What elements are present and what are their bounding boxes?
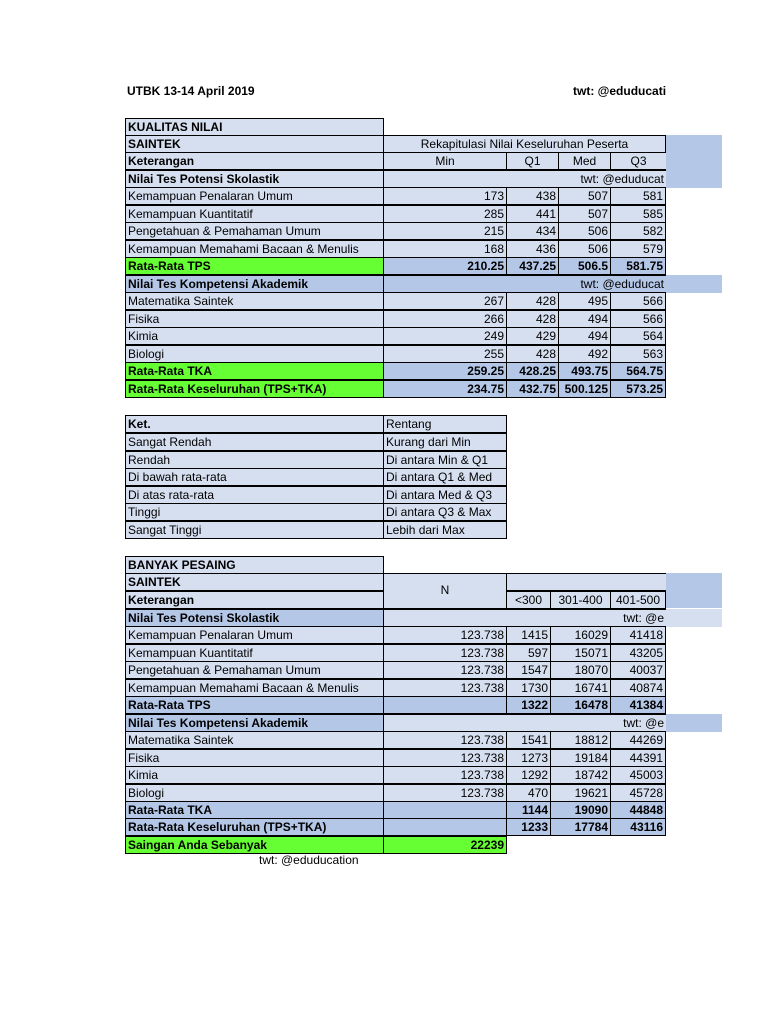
pesaing-keterangan: Keterangan [125, 591, 384, 609]
row-lt300: 1541 [506, 731, 551, 749]
row-label: Kemampuan Penalaran Umum [125, 187, 384, 205]
col-301-400-header: 301-400 [550, 591, 611, 609]
row-label: Fisika [125, 310, 384, 328]
row-min: 173 [383, 187, 507, 205]
p-tps-avg-c: 41384 [610, 696, 666, 714]
legend-rentang: Kurang dari Min [383, 433, 507, 451]
legend-ket: Tinggi [125, 503, 384, 521]
kualitas-group: SAINTEK [125, 135, 384, 153]
row-lt300: 470 [506, 784, 551, 802]
row-401-500: 44269 [610, 731, 666, 749]
p-tka-section-fill [666, 714, 722, 732]
row-401-500: 43205 [610, 644, 666, 662]
row-q3: 582 [610, 222, 666, 240]
row-301-400: 18812 [550, 731, 611, 749]
legend-ket: Di atas rata-rata [125, 486, 384, 504]
row-n: 123.738 [383, 731, 507, 749]
saingan-value: 22239 [383, 836, 507, 854]
p-tps-section-twt: twt: @e [383, 609, 666, 627]
tps-avg-med: 506.5 [558, 257, 611, 275]
col-q3-header: Q3 [610, 152, 666, 170]
tka-avg-min: 259.25 [383, 362, 507, 380]
pesaing-header-fill [666, 573, 722, 608]
row-q1: 441 [506, 205, 559, 223]
p-tps-avg-b: 16478 [550, 696, 611, 714]
row-lt300: 1273 [506, 749, 551, 767]
p-tps-avg-a: 1322 [506, 696, 551, 714]
kualitas-title: KUALITAS NILAI [125, 118, 384, 136]
legend-head-ket: Ket. [125, 415, 384, 433]
row-med: 494 [558, 327, 611, 345]
pesaing-title: BANYAK PESAING [125, 556, 384, 574]
footer-twitter: twt: @eduducation [259, 853, 359, 867]
row-min: 215 [383, 222, 507, 240]
col-q1-header: Q1 [506, 152, 559, 170]
row-lt300: 597 [506, 644, 551, 662]
p-all-avg-c: 43116 [610, 818, 666, 836]
p-tka-section-label: Nilai Tes Kompetensi Akademik [125, 714, 384, 732]
p-tka-section-twt: twt: @e [383, 714, 666, 732]
p-tps-section-label: Nilai Tes Potensi Skolastik [125, 609, 384, 627]
row-label: Kimia [125, 766, 384, 784]
row-q3: 579 [610, 240, 666, 258]
legend-ket: Sangat Tinggi [125, 521, 384, 539]
tka-avg-med: 493.75 [558, 362, 611, 380]
row-label: Kemampuan Penalaran Umum [125, 626, 384, 644]
keterangan-label: Keterangan [125, 152, 384, 170]
row-n: 123.738 [383, 644, 507, 662]
row-401-500: 41418 [610, 626, 666, 644]
row-label: Fisika [125, 749, 384, 767]
tka-avg-q3: 564.75 [610, 362, 666, 380]
tps-section-twt: twt: @eduducat [383, 170, 666, 188]
row-label: Kemampuan Kuantitatif [125, 205, 384, 223]
row-q1: 434 [506, 222, 559, 240]
row-q3: 585 [610, 205, 666, 223]
row-q1: 438 [506, 187, 559, 205]
p-all-avg-label: Rata-Rata Keseluruhan (TPS+TKA) [125, 818, 384, 836]
row-401-500: 45003 [610, 766, 666, 784]
row-label: Kemampuan Kuantitatif [125, 644, 384, 662]
tps-avg-q1: 437.25 [506, 257, 559, 275]
row-n: 123.738 [383, 661, 507, 679]
row-q3: 566 [610, 292, 666, 310]
row-med: 507 [558, 205, 611, 223]
row-label: Kemampuan Memahami Bacaan & Menulis [125, 679, 384, 697]
p-tps-avg-label: Rata-Rata TPS [125, 696, 384, 714]
row-med: 507 [558, 187, 611, 205]
tka-section-twt: twt: @eduducat [383, 275, 666, 293]
row-min: 267 [383, 292, 507, 310]
col-med-header: Med [558, 152, 611, 170]
legend-ket: Sangat Rendah [125, 433, 384, 451]
row-min: 168 [383, 240, 507, 258]
row-q1: 428 [506, 310, 559, 328]
p-all-avg-n [383, 818, 507, 836]
row-n: 123.738 [383, 626, 507, 644]
p-all-avg-b: 17784 [550, 818, 611, 836]
row-lt300: 1730 [506, 679, 551, 697]
p-tka-avg-c: 44848 [610, 801, 666, 819]
row-401-500: 45728 [610, 784, 666, 802]
legend-ket: Rendah [125, 451, 384, 469]
all-avg-min: 234.75 [383, 380, 507, 398]
row-301-400: 18070 [550, 661, 611, 679]
rekap-header: Rekapitulasi Nilai Keseluruhan Peserta [383, 135, 666, 153]
p-tka-avg-n [383, 801, 507, 819]
row-q3: 564 [610, 327, 666, 345]
row-301-400: 16029 [550, 626, 611, 644]
row-min: 285 [383, 205, 507, 223]
page-title: UTBK 13-14 April 2019 [127, 84, 255, 98]
row-301-400: 15071 [550, 644, 611, 662]
row-401-500: 40037 [610, 661, 666, 679]
saingan-label: Saingan Anda Sebanyak [125, 836, 384, 854]
row-q1: 428 [506, 345, 559, 363]
row-301-400: 18742 [550, 766, 611, 784]
tka-avg-q1: 428.25 [506, 362, 559, 380]
row-label: Kimia [125, 327, 384, 345]
row-401-500: 40874 [610, 679, 666, 697]
row-q1: 428 [506, 292, 559, 310]
tps-avg-label: Rata-Rata TPS [125, 257, 384, 275]
p-tka-avg-a: 1144 [506, 801, 551, 819]
tps-avg-q3: 581.75 [610, 257, 666, 275]
row-min: 249 [383, 327, 507, 345]
legend-rentang: Di antara Q1 & Med [383, 468, 507, 486]
tps-section-label: Nilai Tes Potensi Skolastik [125, 170, 384, 188]
row-lt300: 1547 [506, 661, 551, 679]
row-label: Pengetahuan & Pemahaman Umum [125, 661, 384, 679]
row-med: 506 [558, 240, 611, 258]
all-avg-med: 500.125 [558, 380, 611, 398]
all-avg-q1: 432.75 [506, 380, 559, 398]
row-q3: 581 [610, 187, 666, 205]
range-header [506, 573, 666, 591]
row-med: 495 [558, 292, 611, 310]
row-lt300: 1292 [506, 766, 551, 784]
row-med: 492 [558, 345, 611, 363]
p-tps-section-fill [666, 609, 722, 627]
row-q1: 429 [506, 327, 559, 345]
p-tps-avg-n [383, 696, 507, 714]
row-label: Pengetahuan & Pemahaman Umum [125, 222, 384, 240]
legend-head-rentang: Rentang [383, 415, 507, 433]
row-min: 255 [383, 345, 507, 363]
row-301-400: 16741 [550, 679, 611, 697]
legend-rentang: Lebih dari Max [383, 521, 507, 539]
all-avg-q3: 573.25 [610, 380, 666, 398]
row-n: 123.738 [383, 784, 507, 802]
twitter-handle: twt: @eduducati [573, 84, 666, 98]
row-n: 123.738 [383, 679, 507, 697]
pesaing-group: SAINTEK [125, 573, 384, 591]
col-min-header: Min [383, 152, 507, 170]
tps-avg-min: 210.25 [383, 257, 507, 275]
all-avg-label: Rata-Rata Keseluruhan (TPS+TKA) [125, 380, 384, 398]
p-tka-avg-label: Rata-Rata TKA [125, 801, 384, 819]
row-label: Biologi [125, 345, 384, 363]
row-label: Kemampuan Memahami Bacaan & Menulis [125, 240, 384, 258]
tka-section-fill [666, 275, 722, 293]
row-q3: 566 [610, 310, 666, 328]
legend-rentang: Di antara Q3 & Max [383, 503, 507, 521]
row-401-500: 44391 [610, 749, 666, 767]
row-med: 494 [558, 310, 611, 328]
row-min: 266 [383, 310, 507, 328]
row-label: Biologi [125, 784, 384, 802]
row-label: Matematika Saintek [125, 731, 384, 749]
row-med: 506 [558, 222, 611, 240]
row-n: 123.738 [383, 766, 507, 784]
tka-section-label: Nilai Tes Kompetensi Akademik [125, 275, 384, 293]
row-301-400: 19621 [550, 784, 611, 802]
row-301-400: 19184 [550, 749, 611, 767]
row-lt300: 1415 [506, 626, 551, 644]
header-fill [666, 135, 722, 188]
col-lt300-header: <300 [506, 591, 551, 609]
legend-ket: Di bawah rata-rata [125, 468, 384, 486]
p-all-avg-a: 1233 [506, 818, 551, 836]
row-q1: 436 [506, 240, 559, 258]
row-q3: 563 [610, 345, 666, 363]
col-n-header: N [383, 573, 507, 609]
row-label: Matematika Saintek [125, 292, 384, 310]
col-401-500-header: 401-500 [610, 591, 666, 609]
p-tka-avg-b: 19090 [550, 801, 611, 819]
tka-avg-label: Rata-Rata TKA [125, 362, 384, 380]
legend-rentang: Di antara Med & Q3 [383, 486, 507, 504]
row-n: 123.738 [383, 749, 507, 767]
legend-rentang: Di antara Min & Q1 [383, 451, 507, 469]
